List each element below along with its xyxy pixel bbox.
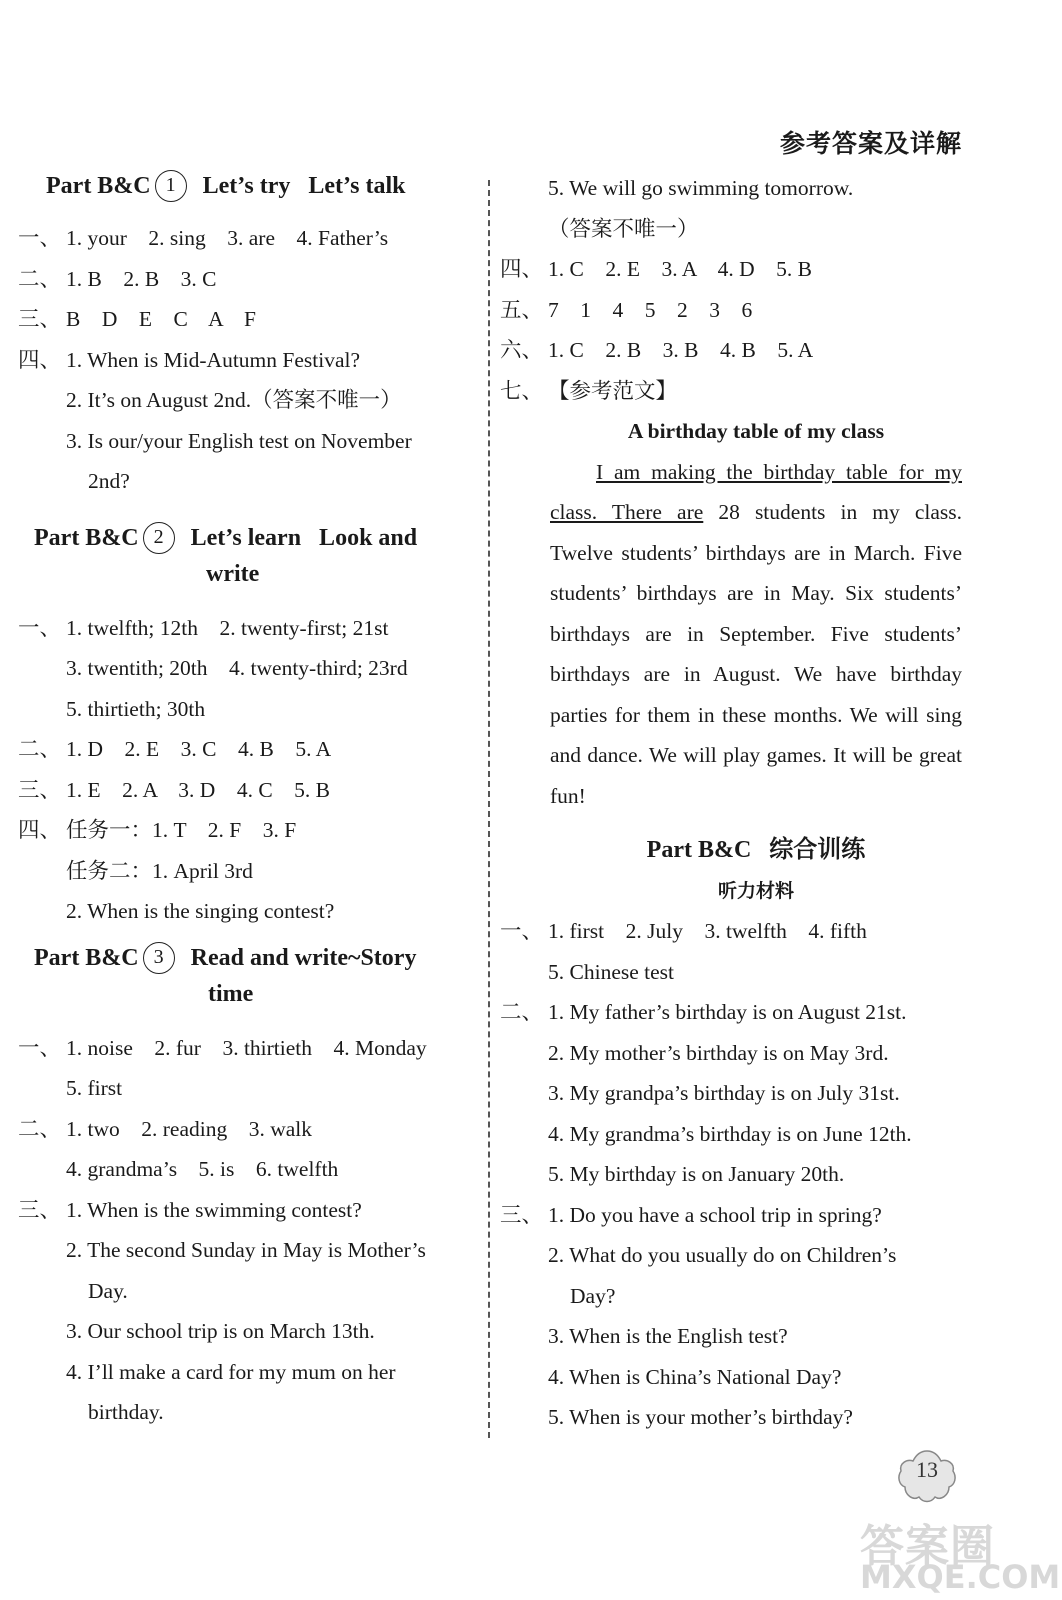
answer-line: 3. My grandpa’s birthday is on July 31st.	[548, 1081, 900, 1105]
essay-body	[500, 452, 962, 817]
answer-line: 四、 任务一：1. T 2. F 3. F	[18, 818, 297, 842]
answer-line: 5. When is your mother’s birthday?	[548, 1405, 853, 1429]
section-subtitle: Read and write~Story	[190, 944, 417, 971]
answer-line: 任务二：1. April 3rd	[66, 858, 253, 883]
section-title-review: Part B&C 综合训练	[646, 837, 866, 863]
answer-line: 3. Our school trip is on March 13th.	[66, 1319, 375, 1343]
right-column	[500, 168, 962, 1438]
answer-line: 三、 B D E C A F	[18, 307, 256, 331]
section-part-label: Part B&C	[34, 944, 139, 971]
answer-line: 一、 1. first 2. July 3. twelfth 4. fifth	[500, 919, 867, 943]
answer-line: 一、 1. your 2. sing 3. are 4. Father’s	[18, 226, 389, 250]
answer-line: 2. The second Sunday in May is Mother’s	[66, 1238, 426, 1262]
section-subtitle: Let’s learn Look and	[190, 524, 418, 551]
page-header: 参考答案及详解	[779, 131, 962, 158]
answer-line: 四、 1. When is Mid-Autumn Festival?	[18, 347, 361, 372]
answer-line: 三、 1. When is the swimming contest?	[18, 1197, 362, 1222]
answer-line: 3. twentith; 20th 4. twenty-third; 23rd	[66, 656, 408, 680]
section-part-label: Part B&C	[34, 524, 139, 551]
essay-title: A birthday table of my class	[627, 419, 885, 443]
section-number-badge: 1	[155, 170, 187, 202]
answer-line: 二、 1. B 2. B 3. C	[18, 266, 217, 291]
answer-line: 4. I’ll make a card for my mum on her	[66, 1359, 396, 1384]
answer-line: Day?	[570, 1283, 616, 1308]
essay-text: 28 students in my class. Twelve students’ birthdays are in March. Five students’ birthdays are in May. Six students’ birthdays are in September. Five students’ birthdays are in August. We have birthday parties for them in these months. We will sing and dance. We will play games. It will be great fun!	[550, 500, 962, 808]
section-title-3	[18, 940, 476, 1012]
answer-line: 七、 【参考范文】	[500, 378, 678, 403]
answer-line: （答案不唯一）	[548, 216, 699, 241]
page-number-badge	[895, 1447, 959, 1505]
section-subtitle-cont: time	[208, 980, 254, 1007]
answer-line: birthday.	[88, 1400, 164, 1424]
section-title-1	[18, 168, 476, 204]
answer-line: 三、 1. Do you have a school trip in spring?	[500, 1202, 882, 1227]
section-subtitle-cont: write	[206, 560, 260, 587]
answer-line: 5. Chinese test	[548, 959, 674, 984]
answer-line: 六、 1. C 2. B 3. B 4. B 5. A	[500, 338, 814, 362]
answer-line: Day.	[88, 1278, 128, 1303]
answer-line: 五、 7 1 4 5 2 3 6	[500, 297, 753, 322]
answer-line: 二、 1. My father’s birthday is on August 21st.	[500, 1000, 907, 1024]
section-number-badge: 2	[143, 522, 175, 554]
column-divider	[488, 180, 490, 1438]
page-number: 13	[916, 1457, 938, 1482]
answer-line: 3. Is our/your English test on November	[66, 428, 412, 453]
answer-line: 5. thirtieth; 30th	[66, 696, 206, 721]
listening-material-title: 听力材料	[717, 879, 794, 902]
section-title-2	[18, 520, 476, 592]
answer-line: 四、 1. C 2. E 3. A 4. D 5. B	[500, 257, 812, 281]
answer-line: 3. When is the English test?	[548, 1324, 788, 1348]
answer-line: 2. It’s on August 2nd.（答案不唯一）	[66, 388, 402, 412]
answer-line: 4. My grandma’s birthday is on June 12th.	[548, 1121, 912, 1146]
answer-line: 4. grandma’s 5. is 6. twelfth	[66, 1157, 339, 1181]
answer-line: 一、 1. twelfth; 12th 2. twenty-first; 21st	[18, 615, 389, 640]
answer-line: 二、 1. two 2. reading 3. walk	[18, 1116, 313, 1141]
answer-line: 2. When is the singing contest?	[66, 899, 335, 923]
essay-underlined: I am making the birthday table for my class. There are	[550, 459, 962, 524]
answer-line: 2nd?	[88, 469, 130, 493]
answer-line: 5. My birthday is on January 20th.	[548, 1162, 845, 1186]
answer-line: 一、 1. noise 2. fur 3. thirtieth 4. Monday	[18, 1035, 427, 1060]
watermark-url: MXQE.COM	[860, 1558, 1061, 1596]
answer-line: 4. When is China’s National Day?	[548, 1364, 842, 1389]
left-column	[18, 168, 476, 1433]
answer-line: 5. We will go swimming tomorrow.	[548, 176, 854, 200]
section-part-label: Part B&C	[46, 173, 151, 199]
watermark-logo: 答案圈	[860, 1521, 995, 1572]
answer-line: 二、 1. D 2. E 3. C 4. B 5. A	[18, 737, 332, 761]
section-number-badge: 3	[143, 942, 175, 974]
answer-line: 2. My mother’s birthday is on May 3rd.	[548, 1040, 889, 1065]
answer-line: 三、 1. E 2. A 3. D 4. C 5. B	[18, 777, 330, 802]
section-subtitle: Let’s try Let’s talk	[202, 173, 406, 199]
answer-line: 2. What do you usually do on Children’s	[548, 1243, 897, 1267]
answer-line: 5. first	[66, 1076, 123, 1100]
